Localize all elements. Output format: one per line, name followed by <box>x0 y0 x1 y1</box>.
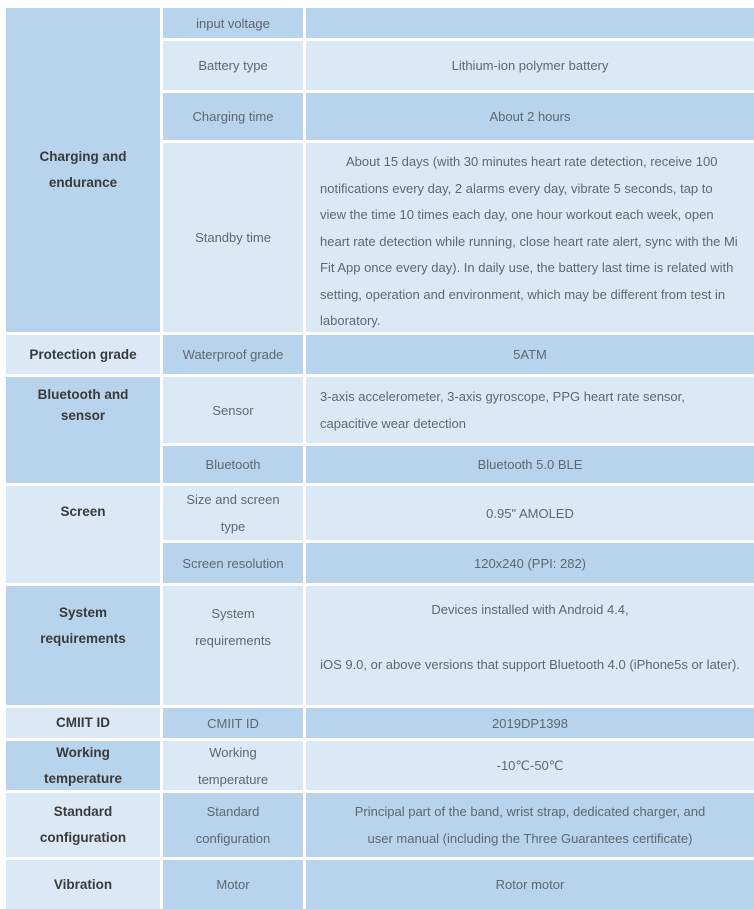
value-cell-charging-time: About 2 hours <box>306 93 754 140</box>
category-label: Screen <box>60 504 106 519</box>
label-cell-working-temperature <box>163 741 303 790</box>
category-cell-bluetooth-sensor <box>6 377 160 483</box>
value-cell-cmiit-id: 2019DP1398 <box>306 708 754 738</box>
label-cell-input-voltage <box>163 8 303 38</box>
label-cell-waterproof-grade <box>163 335 303 374</box>
value-cell-size-screen-type: 0.95" AMOLED <box>306 486 754 540</box>
category-label: Standard configuration <box>39 804 127 845</box>
label-cell-size-screen-type <box>163 486 303 540</box>
spec-label: Bluetooth <box>205 457 261 472</box>
value-cell-working-temperature: -10℃-50℃ <box>306 741 754 790</box>
label-cell-system-requirements <box>163 586 303 705</box>
value-cell-standby-time: About 15 days (with 30 minutes heart rate detection, receive 100 notifications every day, 2 alarms every day, vibrate 5 seconds, tap to view the time 10 times each day, one hour workout each week, open heart rate detection while running, close heart rate alert, sync with the Mi Fit App once every day). In daily use, the battery last time is related with setting, operation and environment, which may be different from test in laboratory. <box>306 143 754 332</box>
value-cell-screen-resolution: 120x240 (PPI: 282) <box>306 543 754 583</box>
spec-label: Screen resolution <box>182 555 284 571</box>
category-label: Vibration <box>53 876 113 892</box>
spec-label: Working temperature <box>197 744 269 787</box>
category-label: Bluetooth and sensor <box>37 387 129 423</box>
spec-table <box>6 8 754 909</box>
spec-label: Motor <box>216 877 250 892</box>
label-cell-charging-time <box>163 93 303 140</box>
category-cell-standard-configuration <box>6 793 160 857</box>
spec-label: Sensor <box>212 402 254 418</box>
spec-label: Battery type <box>198 58 268 73</box>
category-label: Working temperature <box>43 744 123 786</box>
category-cell-working-temperature <box>6 741 160 790</box>
category-cell-charging-endurance <box>6 8 160 332</box>
system-requirements-android: Devices installed with Android 4.4, <box>431 602 629 617</box>
category-cell-cmiit-id <box>6 708 160 738</box>
category-label: Protection grade <box>29 346 137 362</box>
category-label: Charging and endurance <box>39 149 127 190</box>
spec-label: Standby time <box>195 230 271 245</box>
value-cell-battery-type: Lithium-ion polymer battery <box>306 41 754 90</box>
value-cell-motor: Rotor motor <box>306 860 754 909</box>
value-cell-sensor: 3-axis accelerometer, 3-axis gyroscope, PPG heart rate sensor, capacitive wear detection <box>306 377 754 443</box>
label-cell-standby-time <box>163 143 303 332</box>
spec-label: CMIIT ID <box>207 715 259 731</box>
spec-label: Charging time <box>192 109 274 124</box>
category-cell-screen <box>6 486 160 583</box>
label-cell-cmiit-id <box>163 708 303 738</box>
spec-label: input voltage <box>196 15 270 31</box>
label-cell-sensor <box>163 377 303 443</box>
value-cell-bluetooth: Bluetooth 5.0 BLE <box>306 446 754 483</box>
value-cell-waterproof-grade: 5ATM <box>306 335 754 374</box>
category-cell-protection-grade <box>6 335 160 374</box>
label-cell-battery-type <box>163 41 303 90</box>
category-label: CMIIT ID <box>56 715 110 730</box>
system-requirements-ios: iOS 9.0, or above versions that support Bluetooth 4.0 (iPhone5s or later). <box>320 657 740 672</box>
spec-label: Standard configuration <box>195 804 271 846</box>
spec-label: Size and screen type <box>186 492 280 534</box>
value-cell-standard-configuration: Principal part of the band, wrist strap, dedicated charger, and user manual (including the Three Guarantees certificate) <box>306 793 754 857</box>
label-cell-standard-configuration <box>163 793 303 857</box>
label-cell-motor <box>163 860 303 909</box>
category-label: System requirements <box>40 605 126 646</box>
value-cell-input-voltage <box>306 8 754 38</box>
spec-label: Waterproof grade <box>182 347 284 362</box>
value-cell-system-requirements <box>306 586 754 705</box>
spec-label: System requirements <box>195 606 271 648</box>
label-cell-bluetooth <box>163 446 303 483</box>
category-cell-vibration <box>6 860 160 909</box>
label-cell-screen-resolution <box>163 543 303 583</box>
category-cell-system-requirements <box>6 586 160 705</box>
